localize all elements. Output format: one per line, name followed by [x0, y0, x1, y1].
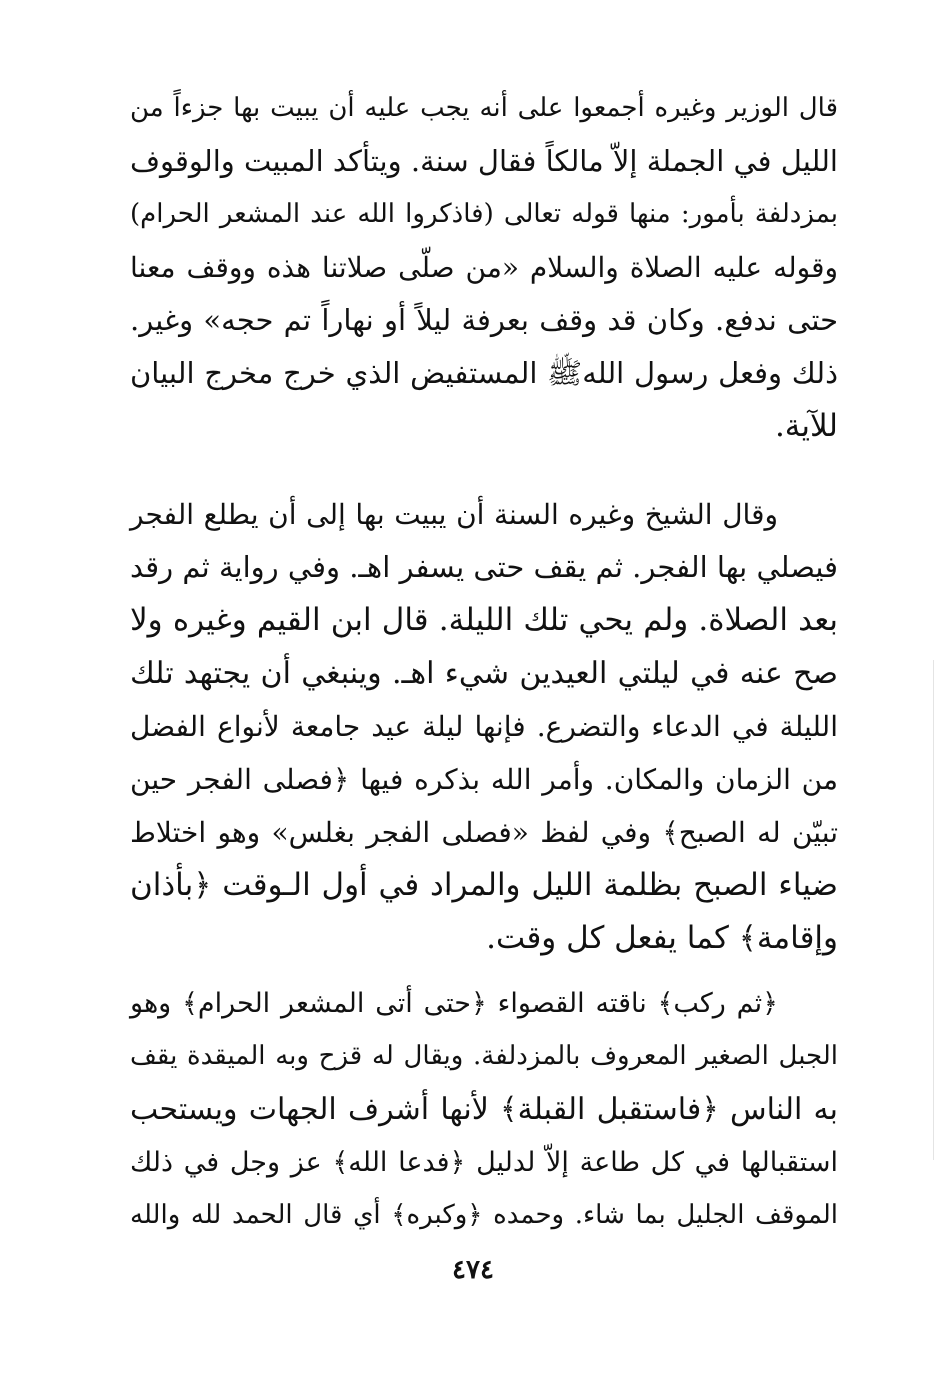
- paragraph-line: للآية.: [774, 408, 838, 444]
- paragraph-line: تبيّن له الصبح﴾ وفي لفظ «فصلى الفجر بغلس» وهو اختلاط: [130, 816, 838, 849]
- paragraph-line: من الزمان والمكان. وأمر الله بذكره فيها ﴿فصلى الفجر حين: [130, 763, 838, 796]
- paragraph-line: صح عنه في ليلتي العيدين شيء اهـ. وينبغي أن يجتهد تلك: [130, 656, 838, 691]
- paragraph-line: استقبالها في كل طاعة إلاّ لدليل ﴿فدعا الله﴾ عز وجل في ذلك: [130, 1147, 838, 1178]
- paragraph-2: [130, 488, 838, 965]
- paragraph-line: الجبل الصغير المعروف بالمزدلفة. ويقال له قزح وبه الميقدة يقف: [130, 1041, 838, 1071]
- paragraph-line: ﴿ثم ركب﴾ ناقته القصواء ﴿حتى أتى المشعر الحرام﴾ وهو: [130, 988, 778, 1019]
- paragraph-line: وقوله عليه الصلاة والسلام «من صلّى صلاتنا هذه ووقف معنا: [130, 251, 838, 284]
- paragraph-line: الموقف الجليل بما شاء. وحمده ﴿وكبره﴾ أي قال الحمد لله والله: [130, 1200, 838, 1230]
- paragraph-line: وإقامة﴾ كما يفعل كل وقت.: [486, 920, 838, 956]
- paragraph-3: [130, 977, 838, 1242]
- paragraph-line: بعد الصلاة. ولم يحي تلك الليلة. قال ابن القيم وغيره ولا: [130, 602, 838, 638]
- paragraph-line: به الناس ﴿فاستقبل القبلة﴾ لأنها أشرف الجهات ويستحب: [130, 1092, 838, 1127]
- paragraph-line: ذلك وفعل رسول اللهﷺ المستفيض الذي خرج مخرج البيان: [130, 356, 838, 390]
- paragraph-line: حتى ندفع. وكان قد وقف بعرفة ليلاً أو نهاراً تم حجه» وغير.: [130, 303, 838, 337]
- paragraph-line: ضياء الصبح بظلمة الليل والمراد في أول الـوقت ﴿بأذان: [130, 867, 838, 903]
- paragraph-line: الليلة في الدعاء والتضرع. فإنها ليلة عيد جامعة لأنواع الفضل: [130, 710, 838, 743]
- paragraph-line: الليل في الجملة إلاّ مالكاً فقال سنة. ويتأكد المبيت والوقوف: [130, 144, 838, 178]
- page-number: ٤٧٤: [452, 1255, 494, 1285]
- paragraph-line: فيصلي بها الفجر. ثم يقف حتى يسفر اهـ. وفي رواية ثم رقد: [130, 550, 838, 584]
- paragraph-line: قال الوزير وغيره أجمعوا على أنه يجب عليه أن يبيت بها جزءاً من: [130, 93, 838, 123]
- paragraph-line: بمزدلفة بأمور: منها قوله تعالى (فاذكروا الله عند المشعر الحرام): [130, 199, 838, 229]
- paragraph-line: وقال الشيخ وغيره السنة أن يبيت بها إلى أن يطلع الفجر: [130, 498, 778, 531]
- paragraph-1: [130, 82, 838, 453]
- margin-scan-line: [933, 660, 934, 1160]
